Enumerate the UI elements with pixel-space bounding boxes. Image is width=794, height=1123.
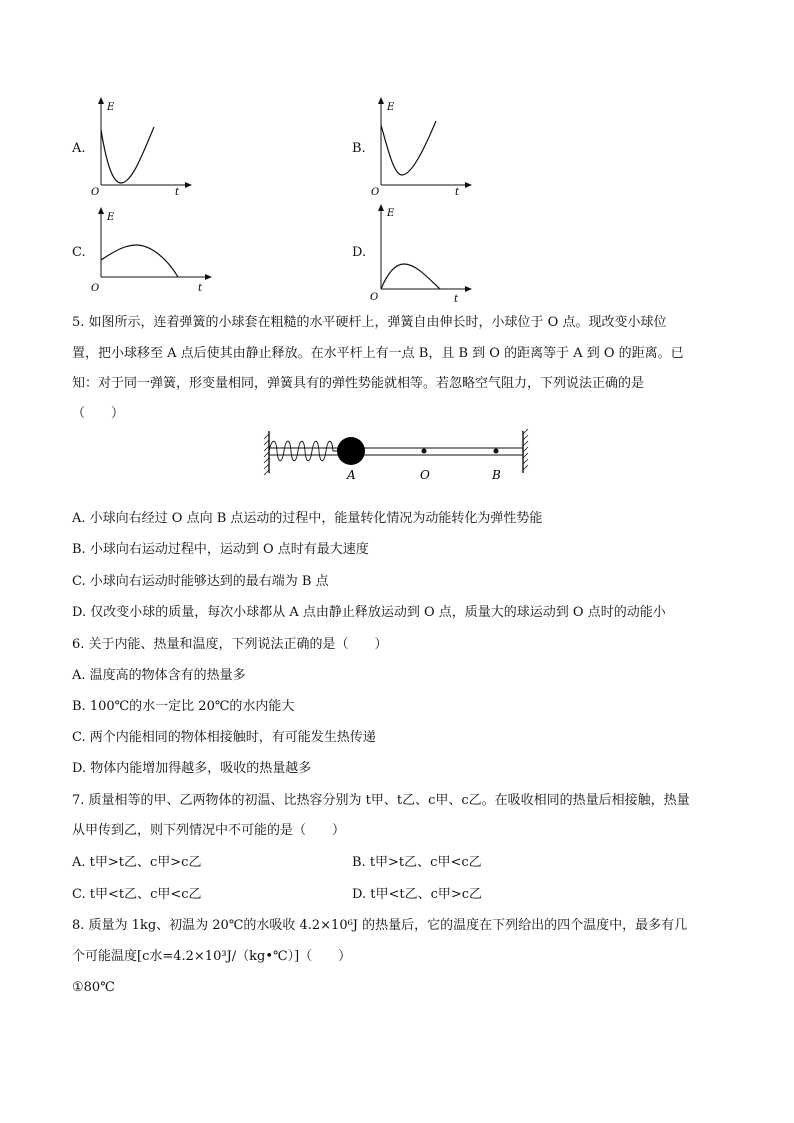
- q8-stem-line1: 8. 质量为 1kg、初温为 20℃的水吸收 4.2×10⁶J 的热量后，它的温度在下列给出的四个温度中，最多有几: [72, 918, 688, 933]
- energy-time-graph-d: [368, 202, 478, 307]
- q7-stem-line2: 从甲传到乙，则下列情况中不可能的是（ ）: [72, 823, 346, 838]
- point-b-label: B: [492, 468, 501, 482]
- q6-option-d: D. 物体内能增加得越多，吸收的热量越多: [72, 761, 312, 776]
- q5-stem-line1: 5. 如图所示，连着弹簧的小球套在粗糙的水平硬杆上，弹簧自由伸长时，小球位于 O 点。现改变小球位: [72, 315, 667, 330]
- q7-option-a: A. t甲>t乙、c甲>c乙: [72, 855, 202, 870]
- energy-time-graph-c: [88, 205, 218, 300]
- spring-ball-diagram: [262, 428, 532, 486]
- q7-option-c: C. t甲<t乙、c甲<c乙: [72, 887, 202, 902]
- option-label-c: C.: [72, 245, 86, 260]
- energy-time-graph-a: [88, 95, 198, 200]
- point-a-label: A: [347, 468, 356, 482]
- q7-option-b: B. t甲>t乙、c甲<c乙: [352, 855, 482, 870]
- axis-y-label: E: [107, 102, 115, 113]
- q6-option-c: C. 两个内能相同的物体相接触时，有可能发生热传递: [72, 730, 376, 745]
- option-label-b: B.: [352, 141, 366, 156]
- axis-y-label: E: [387, 208, 395, 219]
- q5-stem-line2: 置，把小球移至 A 点后使其由静止释放。在水平杆上有一点 B，且 B 到 O 的距离等于 A 到 O 的距离。已: [72, 346, 684, 361]
- option-label-d: D.: [352, 245, 367, 260]
- axis-x-label: t: [455, 187, 460, 198]
- q5-stem-line3: 知：对于同一弹簧，形变量相同，弹簧具有的弹性势能就相等。若忽略空气阻力，下列说法正确的是: [72, 376, 645, 391]
- axis-x-label: t: [198, 283, 203, 294]
- q5-option-b: B. 小球向右运动过程中，运动到 O 点时有最大速度: [72, 542, 369, 557]
- point-o-label: O: [420, 468, 430, 482]
- axis-x-label: t: [175, 187, 180, 198]
- origin-label: O: [91, 187, 100, 198]
- axis-x-label: t: [454, 294, 459, 305]
- option-label-a: A.: [72, 141, 86, 156]
- q7-stem-line1: 7. 质量相等的甲、乙两物体的初温、比热容分别为 t甲、t乙、c甲、c乙。在吸收相同的热量后相接触，热量: [72, 793, 690, 808]
- axis-y-label: E: [107, 212, 115, 223]
- q5-option-a: A. 小球向右经过 O 点向 B 点运动的过程中，能量转化情况为动能转化为弹性势能: [72, 511, 543, 526]
- energy-time-graph-b: [368, 95, 478, 200]
- q6-option-b: B. 100℃的水一定比 20℃的水内能大: [72, 699, 295, 714]
- axis-y-label: E: [387, 102, 395, 113]
- origin-label: O: [370, 292, 379, 303]
- q5-option-d: D. 仅改变小球的质量，每次小球都从 A 点由静止释放运动到 O 点，质量大的球运动到 O 点时的动能小: [72, 605, 666, 620]
- q6-stem: 6. 关于内能、热量和温度，下列说法正确的是（ ）: [72, 637, 388, 652]
- origin-label: O: [371, 187, 380, 198]
- q7-option-d: D. t甲<t乙、c甲>c乙: [352, 887, 483, 902]
- q6-option-a: A. 温度高的物体含有的热量多: [72, 668, 246, 683]
- q8-item-1: ①80℃: [72, 980, 115, 995]
- q5-answer-paren: （ ）: [72, 406, 125, 421]
- q5-option-c: C. 小球向右运动时能够达到的最右端为 B 点: [72, 574, 329, 589]
- origin-label: O: [91, 283, 100, 294]
- q8-stem-line2: 个可能温度[c水=4.2×10³J/（kg•℃）]（ ）: [72, 949, 352, 964]
